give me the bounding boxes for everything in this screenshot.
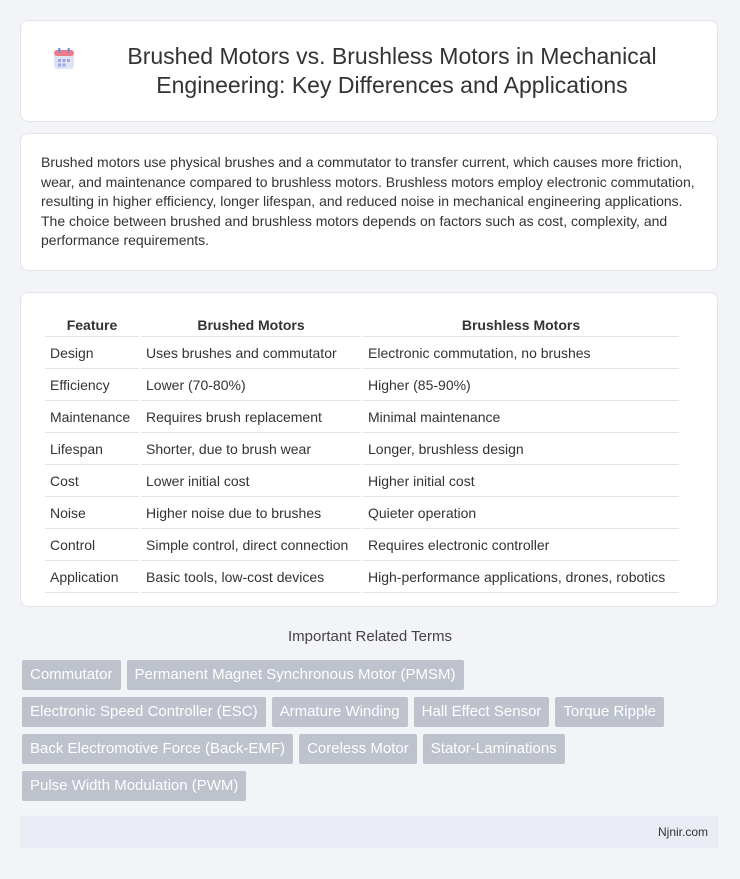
intro-paragraph: Brushed motors use physical brushes and a commutator to transfer current, which causes more friction, wear, and maintenance compared to brushless motors. Brushless motors employ electronic commutation, resulting in higher efficiency, longer lifespan, and reduced noise in mechanical engineering applications. The choice between brushed and brushless motors depends on factors such as cost, complexity, and performance requirements. [41, 154, 695, 248]
cell-brushed: Shorter, due to brush wear [141, 433, 361, 465]
term-tag[interactable]: Torque Ripple [555, 697, 664, 727]
intro-card [20, 133, 718, 271]
term-tag[interactable]: Pulse Width Modulation (PWM) [22, 771, 246, 801]
comparison-table [43, 315, 681, 593]
page-title: Brushed Motors vs. Brushless Motors in Mechanical Engineering: Key Differences and Applications [127, 43, 657, 98]
cell-brushed: Lower initial cost [141, 465, 361, 497]
cell-brushless: Requires electronic controller [363, 529, 679, 561]
cell-feature: Maintenance [45, 401, 139, 433]
table-row [45, 529, 679, 561]
footer [20, 816, 718, 848]
cell-brushed: Higher noise due to brushes [141, 497, 361, 529]
table-row [45, 497, 679, 529]
table-row [45, 337, 679, 369]
related-terms-title: Important Related Terms [288, 628, 452, 645]
cell-brushless: Higher (85-90%) [363, 369, 679, 401]
table-header-row [45, 315, 679, 337]
cell-feature: Lifespan [45, 433, 139, 465]
footer-brand[interactable]: Njnir.com [657, 825, 708, 839]
cell-feature: Application [45, 561, 139, 593]
term-tag[interactable]: Back Electromotive Force (Back-EMF) [22, 734, 293, 764]
cell-brushed: Requires brush replacement [141, 401, 361, 433]
cell-brushless: Longer, brushless design [363, 433, 679, 465]
title-card [20, 20, 718, 122]
header-brushed: Brushed Motors [141, 315, 361, 337]
term-tag[interactable]: Permanent Magnet Synchronous Motor (PMSM) [127, 660, 464, 690]
table-row [45, 433, 679, 465]
cell-brushless: Quieter operation [363, 497, 679, 529]
cell-brushless: Electronic commutation, no brushes [363, 337, 679, 369]
table-row [45, 561, 679, 593]
table-row [45, 369, 679, 401]
header-feature: Feature [45, 315, 139, 337]
cell-brushless: Minimal maintenance [363, 401, 679, 433]
cell-brushed: Basic tools, low-cost devices [141, 561, 361, 593]
cell-feature: Noise [45, 497, 139, 529]
cell-feature: Design [45, 337, 139, 369]
term-tag[interactable]: Coreless Motor [299, 734, 417, 764]
term-tag[interactable]: Commutator [22, 660, 121, 690]
cell-brushed: Lower (70-80%) [141, 369, 361, 401]
header-brushless: Brushless Motors [363, 315, 679, 337]
related-terms-list [22, 660, 712, 808]
term-tag[interactable]: Electronic Speed Controller (ESC) [22, 697, 266, 727]
calendar-icon [51, 46, 77, 72]
table-row [45, 465, 679, 497]
cell-brushed: Simple control, direct connection [141, 529, 361, 561]
title-wrap [21, 42, 717, 100]
cell-feature: Efficiency [45, 369, 139, 401]
cell-feature: Cost [45, 465, 139, 497]
cell-brushed: Uses brushes and commutator [141, 337, 361, 369]
cell-brushless: High-performance applications, drones, robotics [363, 561, 679, 593]
term-tag[interactable]: Hall Effect Sensor [414, 697, 550, 727]
table-row [45, 401, 679, 433]
term-tag[interactable]: Stator-Laminations [423, 734, 565, 764]
cell-brushless: Higher initial cost [363, 465, 679, 497]
comparison-card [20, 292, 718, 607]
term-tag[interactable]: Armature Winding [272, 697, 408, 727]
cell-feature: Control [45, 529, 139, 561]
